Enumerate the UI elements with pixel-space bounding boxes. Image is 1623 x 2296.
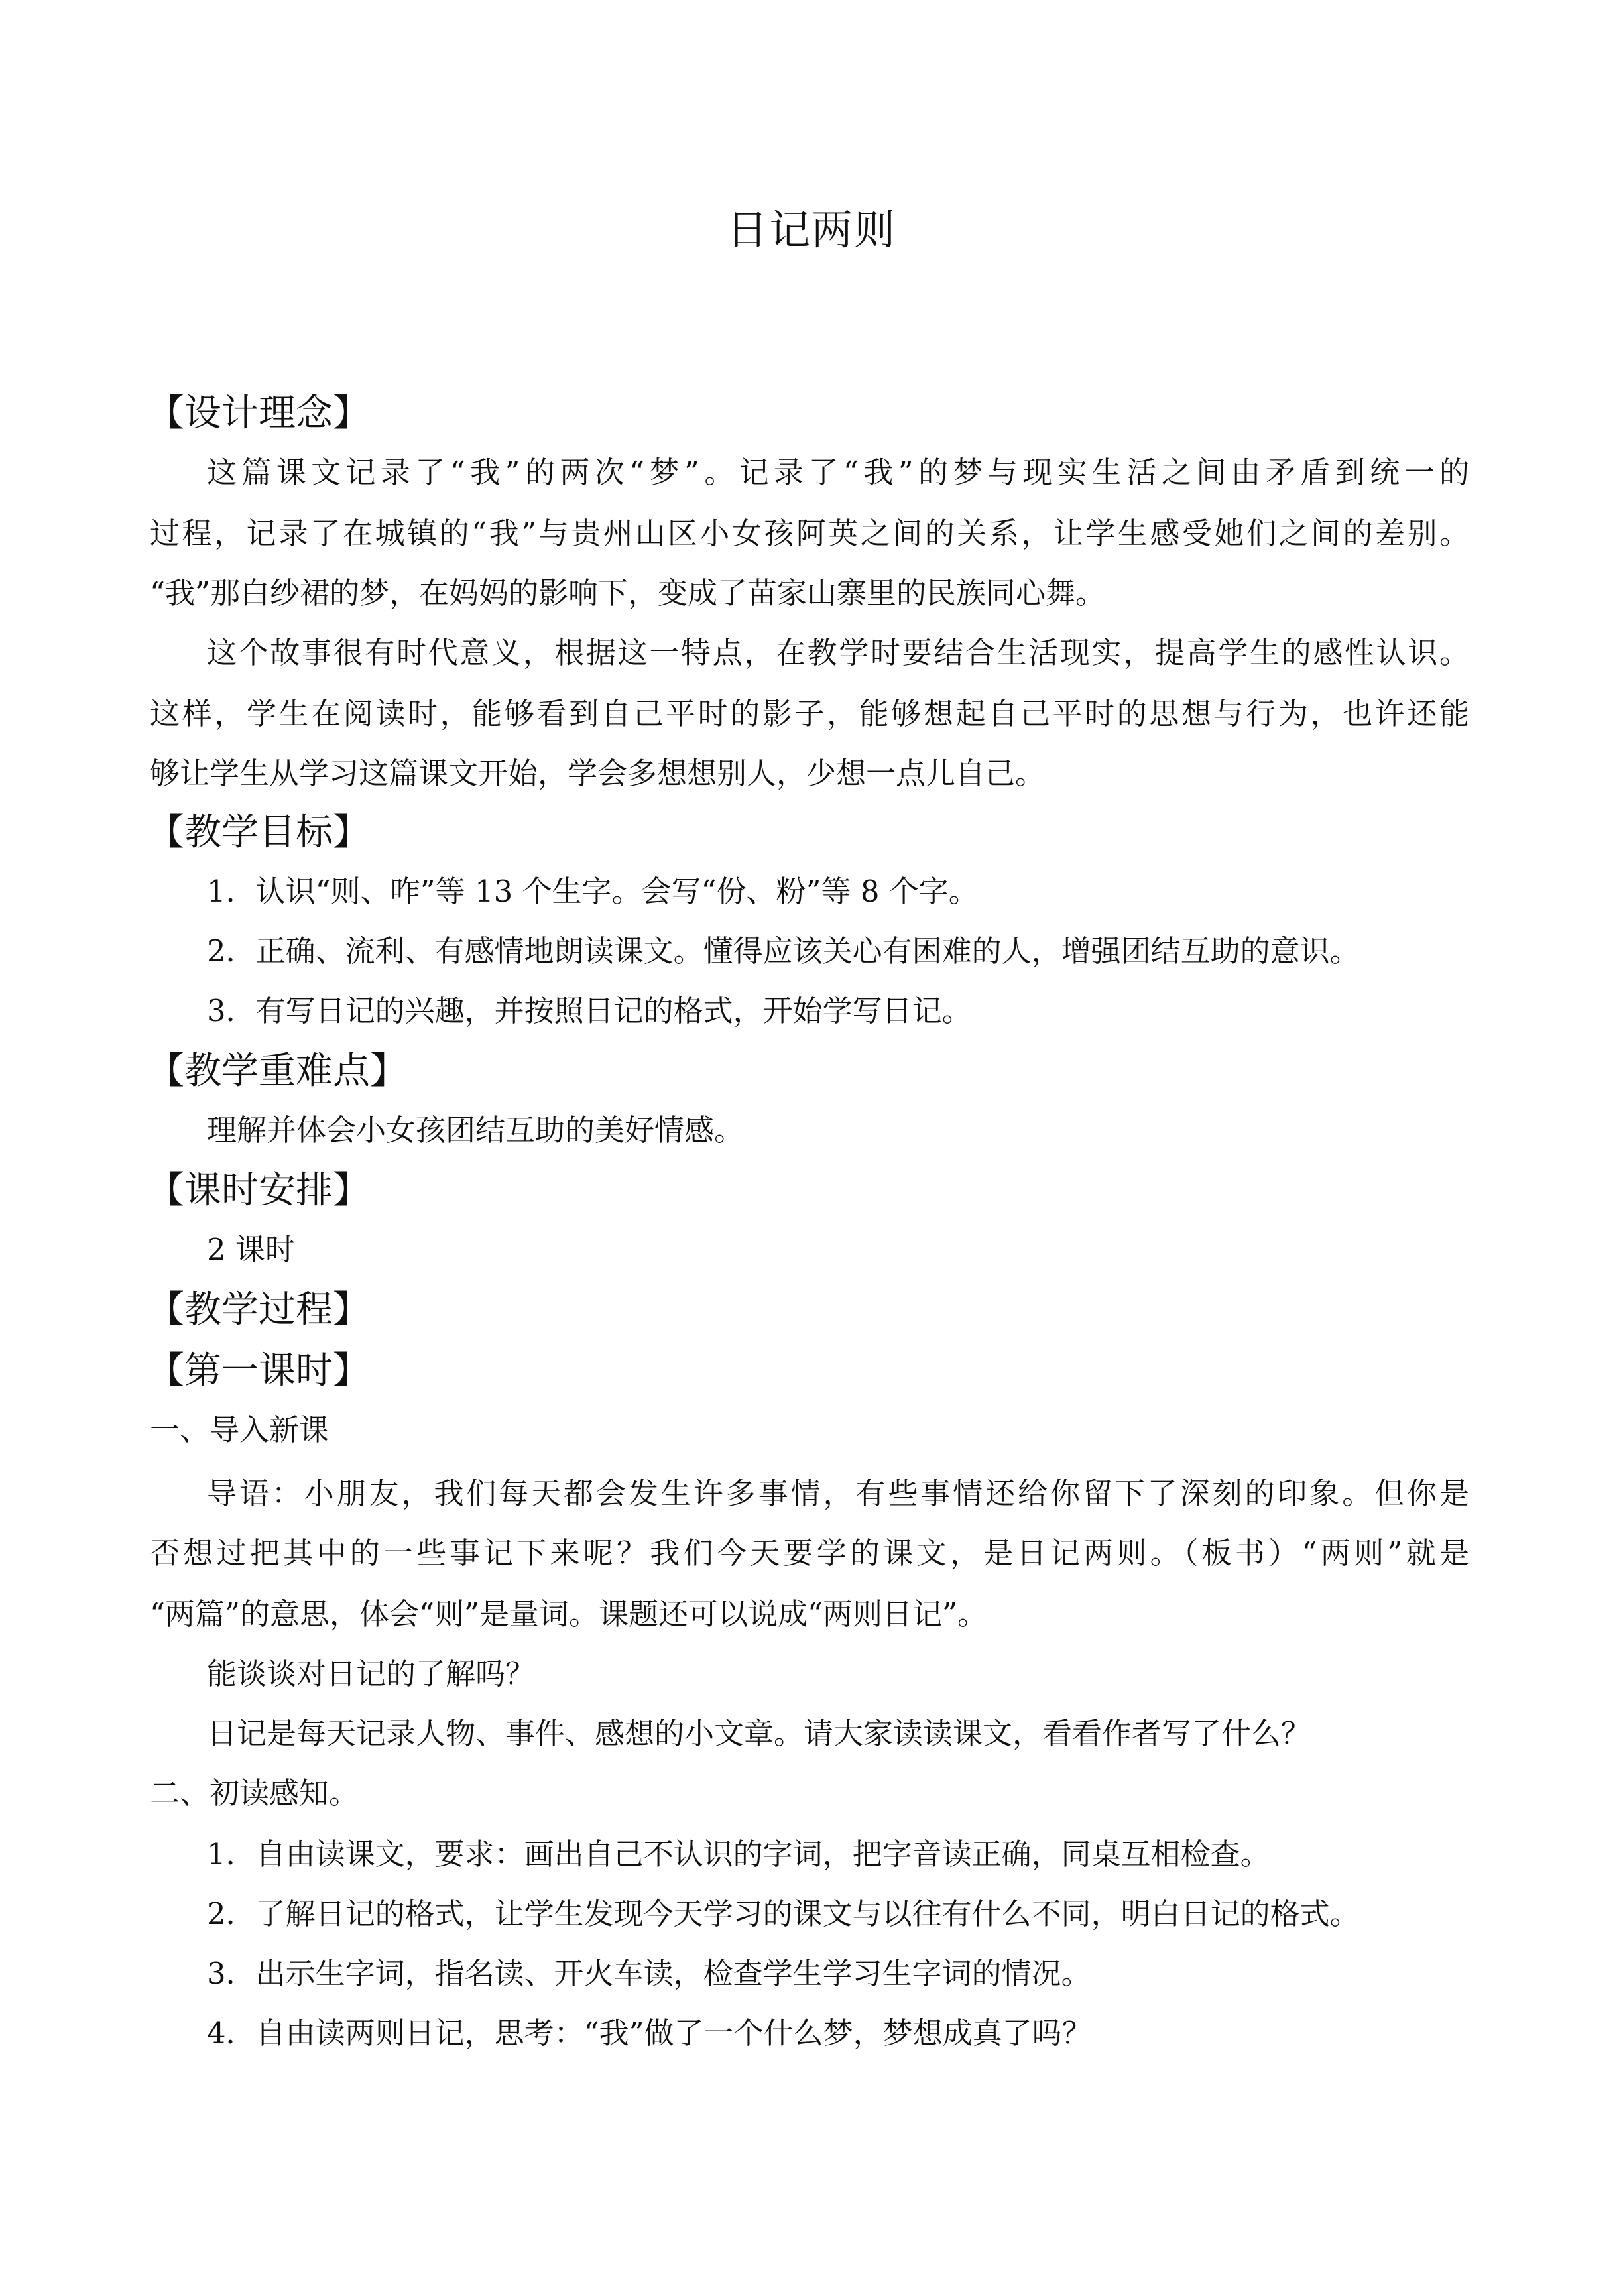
list-item: 1．自由读课文，要求：画出自己不认识的字词，把字音读正确，同桌互相检查。	[207, 1837, 1270, 1872]
paragraph-line: 能谈谈对日记的了解吗？	[207, 1656, 536, 1691]
list-item: 4．自由读两则日记，思考：“我”做了一个什么梦，梦想成真了吗？	[207, 2016, 1092, 2051]
paragraph-line: 日记是每天记录人物、事件、感想的小文章。请大家读读课文，看看作者写了什么？	[207, 1716, 1311, 1751]
heading-key-points: 【教学重难点】	[147, 1050, 407, 1093]
paragraph-line: 导语：小朋友，我们每天都会发生许多事情，有些事情还给你留下了深刻的印象。但你是	[207, 1476, 1469, 1511]
document-title: 日记两则	[726, 206, 896, 254]
paragraph-line: 够让学生从学习这篇课文开始，学会多想想别人，少想一点儿自己。	[150, 756, 1046, 791]
goal-item: 2．正确、流利、有感情地朗读课文。懂得应该关心有困难的人，增强团结互助的意识。	[207, 934, 1360, 969]
heading-goals: 【教学目标】	[147, 811, 370, 854]
list-item: 3．出示生字词，指名读、开火车读，检查学生学习生字词的情况。	[207, 1956, 1091, 1991]
heading-schedule: 【课时安排】	[147, 1169, 370, 1212]
heading-design-concept: 【设计理念】	[147, 392, 370, 435]
list-item: 2．了解日记的格式，让学生发现今天学习的课文与以往有什么不同，明白日记的格式。	[207, 1896, 1360, 1931]
heading-lesson-one: 【第一课时】	[147, 1349, 370, 1392]
goal-item: 3．有写日记的兴趣，并按照日记的格式，开始学写日记。	[207, 993, 972, 1028]
paragraph-line: “两篇”的意思，体会“则”是量词。课题还可以说成“两则日记”。	[150, 1597, 988, 1632]
paragraph-line: 这篇课文记录了“我”的两次“梦”。记录了“我”的梦与现实生活之间由矛盾到统一的	[207, 455, 1469, 490]
paragraph-line: 过程，记录了在城镇的“我”与贵州山区小女孩阿英之间的关系，让学生感受她们之间的差别。	[150, 516, 1469, 551]
key-points-text: 理解并体会小女孩团结互助的美好情感。	[207, 1113, 745, 1148]
paragraph-line: 这样，学生在阅读时，能够看到自己平时的影子，能够想起自己平时的思想与行为，也许还能	[150, 696, 1469, 731]
paragraph-line: 这个故事很有时代意义，根据这一特点，在教学时要结合生活现实，提高学生的感性认识。	[207, 635, 1469, 670]
paragraph-line: “我”那白纱裙的梦，在妈妈的影响下，变成了苗家山寨里的民族同心舞。	[150, 575, 1106, 611]
subsection-title: 二、初读感知。	[150, 1776, 359, 1811]
subsection-title: 一、导入新课	[150, 1412, 330, 1447]
goal-item: 1．认识“则、咋”等 13 个生字。会写“份、粉”等 8 个字。	[207, 874, 979, 909]
heading-process: 【教学过程】	[147, 1288, 370, 1331]
schedule-text: 2 课时	[207, 1232, 295, 1267]
paragraph-line: 否想过把其中的一些事记下来呢？我们今天要学的课文，是日记两则。（板书）“两则”就是	[150, 1536, 1469, 1571]
